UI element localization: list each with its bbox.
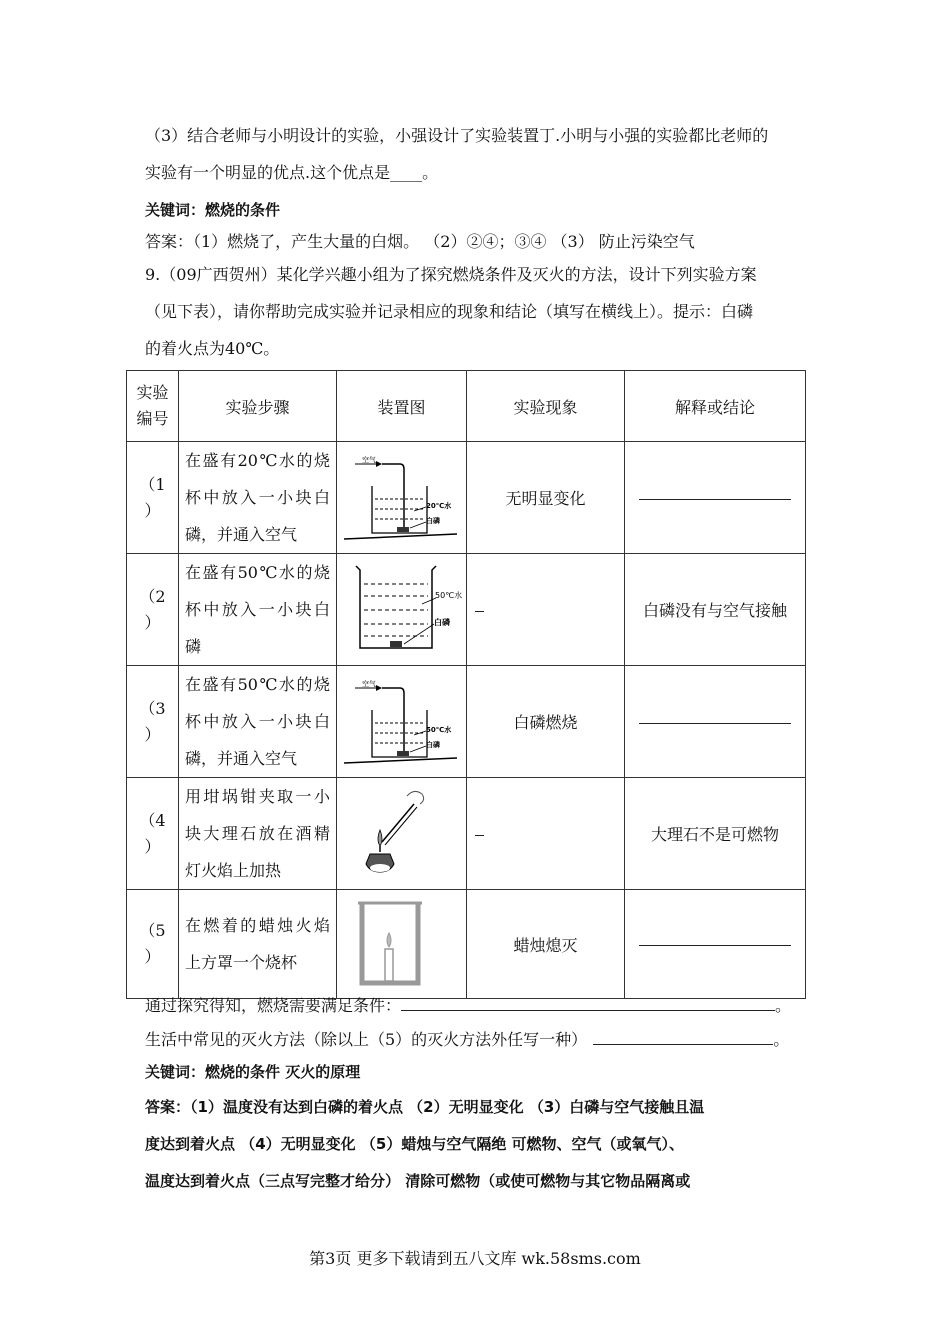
row-conclusion — [625, 890, 806, 999]
row-step — [179, 554, 337, 666]
beaker-with-air-tube-diagram — [342, 675, 462, 765]
header-number-line-1: 实验 — [136, 383, 169, 402]
candle-under-beaker-diagram — [342, 895, 462, 990]
answer-2-line-1: 答案：（1）温度没有达到白磷的着火点 （2）无明显变化 （3）白磷与空气接触且温 — [145, 1098, 705, 1116]
conclusion-prompt-2: 生活中常见的灭火方法（除以上（5）的灭火方法外任写一种） — [145, 1030, 588, 1049]
phosphorus-label: 白磷 — [425, 516, 440, 525]
step-line: 上方罩一个烧杯 — [185, 953, 298, 972]
answer-blank — [639, 498, 791, 500]
row-conclusion: 白磷没有与空气接触 — [625, 554, 806, 666]
row-figure — [337, 778, 467, 890]
row-step — [179, 666, 337, 778]
table-row — [127, 666, 806, 778]
step-line: 块大理石放在酒精 — [185, 824, 330, 843]
row-step — [179, 890, 337, 999]
q3-line-1: （3）结合老师与小明设计的实验，小强设计了实验装置丁.小明与小强的实验都比老师的 — [145, 126, 769, 145]
row-number — [127, 442, 179, 554]
conclusion-prompt-1: 通过探究得知，燃烧需要满足条件： — [145, 996, 402, 1015]
row-number-b: ） — [144, 724, 161, 744]
answer-blank — [401, 996, 775, 1011]
row-figure — [337, 554, 467, 666]
row-number-b: ） — [144, 836, 161, 856]
row-number-b: ） — [144, 947, 161, 966]
header-conclusion: 解释或结论 — [625, 371, 806, 442]
conclusion-line-1 — [145, 996, 791, 1016]
row-number — [127, 890, 179, 999]
keyword-1: 关键词：燃烧的条件 — [145, 201, 281, 219]
row-number-a: （1 — [139, 474, 166, 494]
row-number — [127, 554, 179, 666]
step-line: 用坩埚钳夹取一小 — [185, 787, 330, 806]
step-line: 在盛有50℃水的烧 — [185, 563, 330, 582]
table-header-row — [127, 371, 806, 442]
answer-blank — [593, 1030, 773, 1045]
page-footer: 第3页 更多下载请到五八文库 wk.58sms.com — [309, 1249, 641, 1268]
step-line: 灯火焰上加热 — [185, 861, 282, 880]
row-number-a: （5 — [139, 921, 166, 940]
row-step — [179, 442, 337, 554]
step-line: 磷，并通入空气 — [185, 525, 298, 544]
row-number-a: （3 — [139, 698, 166, 718]
gas-label: 空气 — [361, 679, 376, 688]
step-line: 磷 — [185, 637, 202, 656]
row-conclusion: 大理石不是可燃物 — [625, 778, 806, 890]
water-label: 50℃水 — [425, 725, 451, 734]
header-figure: 装置图 — [337, 371, 467, 442]
step-line: 杯中放入一小块白 — [185, 600, 330, 619]
table-row — [127, 442, 806, 554]
row-number-a: （2 — [139, 586, 166, 606]
row-observation: 蜡烛熄灭 — [467, 890, 625, 999]
experiment-table — [126, 370, 806, 999]
step-line: 杯中放入一小块白 — [185, 712, 330, 731]
phosphorus-label: 白磷 — [425, 740, 440, 749]
keyword-2: 关键词：燃烧的条件 灭火的原理 — [145, 1063, 361, 1081]
answer-blank — [475, 834, 484, 836]
q9-line-3: 的着火点为40℃。 — [145, 339, 280, 358]
phosphorus-label: 白磷 — [433, 618, 450, 627]
table-row — [127, 890, 806, 999]
row-conclusion — [625, 442, 806, 554]
header-number-line-2: 编号 — [136, 409, 169, 428]
row-step — [179, 778, 337, 890]
row-number-b: ） — [144, 500, 161, 520]
answer-blank — [639, 944, 791, 946]
row-observation — [467, 554, 625, 666]
row-observation — [467, 778, 625, 890]
answer-2-line-3: 温度达到着火点（三点写完整才给分） 清除可燃物（或使可燃物与其它物品隔离或 — [145, 1172, 691, 1190]
table-row — [127, 778, 806, 890]
q3-line-2: 实验有一个明显的优点.这个优点是____。 — [145, 163, 439, 182]
row-conclusion — [625, 666, 806, 778]
line-end: 。 — [773, 1030, 790, 1049]
answer-1: 答案：（1）燃烧了，产生大量的白烟。 （2）②④；③④ （3） 防止污染空气 — [145, 232, 695, 251]
header-step: 实验步骤 — [179, 371, 337, 442]
line-end: 。 — [775, 996, 792, 1015]
row-figure — [337, 442, 467, 554]
q9-line-1: 9.（09广西贺州）某化学兴趣小组为了探究燃烧条件及灭火的方法，设计下列实验方案 — [145, 265, 757, 284]
step-line: 在燃着的蜡烛火焰 — [185, 916, 330, 935]
conclusion-line-2 — [145, 1030, 789, 1050]
header-number — [127, 371, 179, 442]
row-number-b: ） — [144, 612, 161, 632]
q9-line-2: （见下表），请你帮助完成实验并记录相应的现象和结论（填写在横线上）。提示：白磷 — [145, 302, 754, 321]
beaker-diagram — [342, 560, 462, 655]
header-observation: 实验现象 — [467, 371, 625, 442]
row-number-a: （4 — [139, 810, 166, 830]
water-label: 20℃水 — [425, 501, 451, 510]
step-line: 磷，并通入空气 — [185, 749, 298, 768]
answer-blank — [475, 610, 484, 612]
step-line: 在盛有20℃水的烧 — [185, 451, 330, 470]
table-row — [127, 554, 806, 666]
row-number — [127, 778, 179, 890]
step-line: 杯中放入一小块白 — [185, 488, 330, 507]
row-observation: 白磷燃烧 — [467, 666, 625, 778]
answer-blank — [639, 722, 791, 724]
row-number — [127, 666, 179, 778]
row-figure — [337, 890, 467, 999]
row-figure — [337, 666, 467, 778]
row-observation: 无明显变化 — [467, 442, 625, 554]
water-label: 50℃水 — [434, 591, 462, 600]
alcohol-lamp-tongs-diagram — [342, 784, 462, 879]
beaker-with-air-tube-diagram — [342, 451, 462, 541]
step-line: 在盛有50℃水的烧 — [185, 675, 330, 694]
gas-label: 空气 — [361, 455, 376, 464]
answer-2-line-2: 度达到着火点 （4）无明显变化 （5）蜡烛与空气隔绝 可燃物、空气（或氧气）、 — [145, 1135, 685, 1153]
